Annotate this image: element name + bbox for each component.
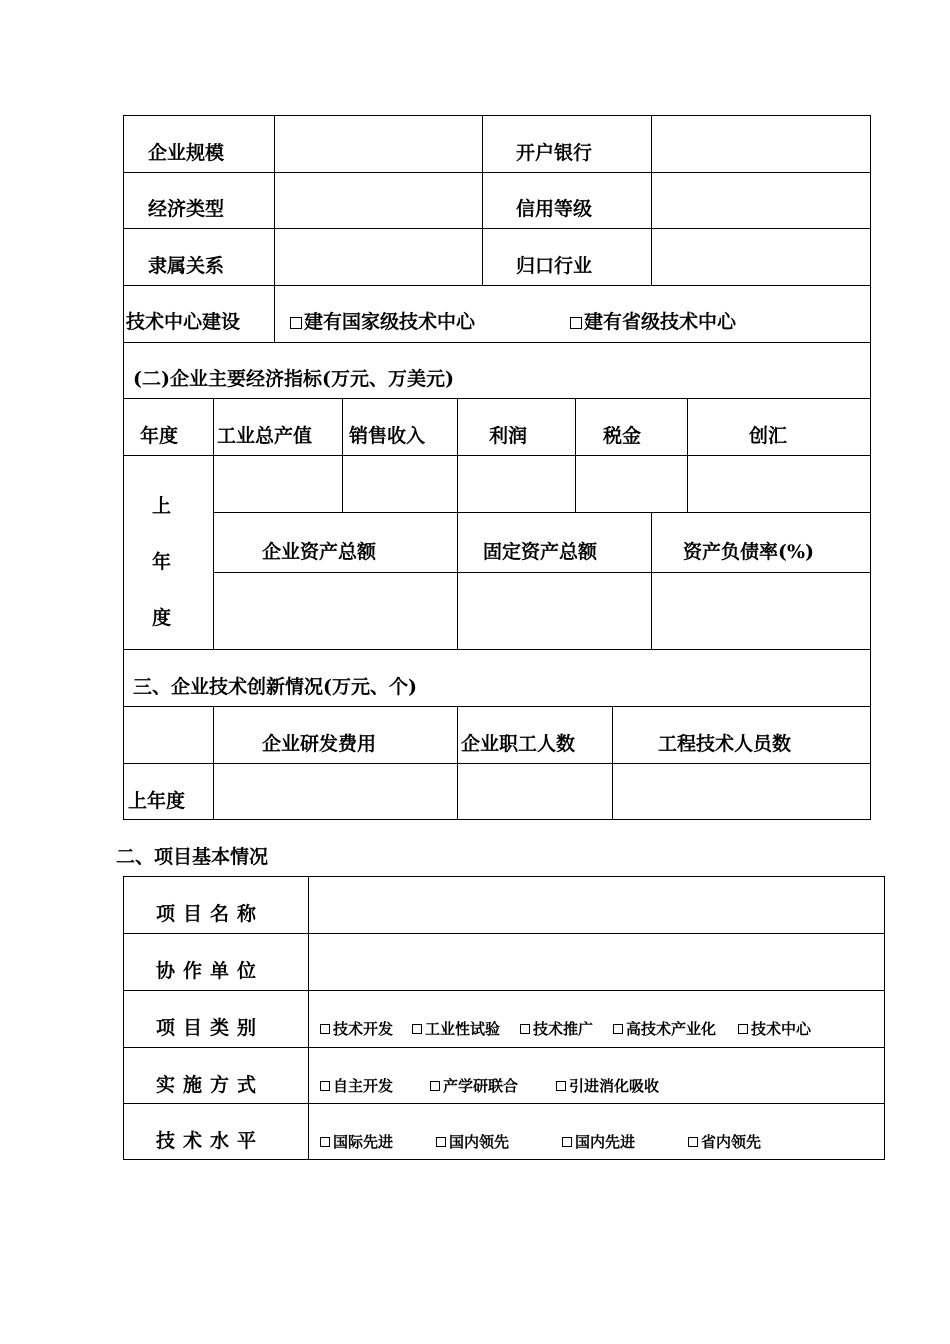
section-project-basic: 二、项目基本情况 (116, 846, 269, 868)
header-industrial-output: 工业总产值 (217, 425, 313, 447)
option-tech-promotion[interactable]: 技术推广 (520, 1019, 593, 1039)
checkbox-icon[interactable] (320, 1081, 330, 1091)
year-vertical-2: 年 (152, 551, 172, 573)
header-tax: 税金 (603, 425, 642, 447)
checkbox-icon[interactable] (412, 1024, 422, 1034)
checkbox-icon[interactable] (562, 1137, 572, 1147)
header-year: 年度 (140, 425, 179, 447)
header-employees: 企业职工人数 (461, 733, 576, 755)
checkbox-icon[interactable] (688, 1137, 698, 1147)
label-project-name: 项目名称 (156, 903, 265, 925)
header-debt-ratio: 资产负债率(%) (683, 541, 815, 563)
checkbox-icon[interactable] (738, 1024, 748, 1034)
label-tech-level: 技术水平 (156, 1130, 265, 1152)
label-enterprise-scale: 企业规模 (148, 142, 225, 164)
header-profit: 利润 (489, 425, 528, 447)
header-forex: 创汇 (749, 425, 788, 447)
checkbox-icon[interactable] (290, 317, 302, 329)
year-vertical-1: 上 (152, 495, 172, 517)
label-industry: 归口行业 (516, 255, 593, 277)
header-rd-expense: 企业研发费用 (262, 733, 377, 755)
label-project-category: 项目类别 (156, 1017, 265, 1039)
section-tech-innovation: 三、企业技术创新情况(万元、个) (133, 676, 417, 698)
label-last-year: 上年度 (128, 790, 186, 812)
option-provincial-leading[interactable]: 省内领先 (688, 1132, 761, 1152)
header-sales: 销售收入 (349, 425, 426, 447)
checkbox-icon[interactable] (520, 1024, 530, 1034)
label-partner: 协作单位 (156, 960, 265, 982)
year-vertical-3: 度 (152, 607, 172, 629)
option-import-absorb[interactable]: 引进消化吸收 (556, 1076, 659, 1096)
option-provincial-center[interactable]: 建有省级技术中心 (570, 310, 736, 334)
label-economic-type: 经济类型 (148, 198, 225, 220)
option-industrial-trial[interactable]: 工业性试验 (412, 1019, 500, 1039)
header-total-assets: 企业资产总额 (262, 541, 377, 563)
section-economic-indicators: (二)企业主要经济指标(万元、万美元) (133, 368, 454, 390)
option-self-dev[interactable]: 自主开发 (320, 1076, 393, 1096)
option-intl-advanced[interactable]: 国际先进 (320, 1132, 393, 1152)
option-national-center[interactable]: 建有国家级技术中心 (290, 310, 475, 334)
checkbox-icon[interactable] (556, 1081, 566, 1091)
option-tech-center[interactable]: 技术中心 (738, 1019, 811, 1039)
option-tech-dev[interactable]: 技术开发 (320, 1019, 393, 1039)
label-credit-rating: 信用等级 (516, 198, 593, 220)
option-hitech-industrialization[interactable]: 高技术产业化 (613, 1019, 716, 1039)
checkbox-icon[interactable] (320, 1024, 330, 1034)
label-implementation: 实施方式 (156, 1074, 265, 1096)
header-engineers: 工程技术人员数 (658, 733, 792, 755)
checkbox-icon[interactable] (320, 1137, 330, 1147)
checkbox-icon[interactable] (613, 1024, 623, 1034)
header-fixed-assets: 固定资产总额 (483, 541, 598, 563)
option-domestic-leading[interactable]: 国内领先 (436, 1132, 509, 1152)
checkbox-icon[interactable] (436, 1137, 446, 1147)
label-affiliation: 隶属关系 (148, 255, 225, 277)
checkbox-icon[interactable] (570, 317, 582, 329)
option-industry-univ[interactable]: 产学研联合 (430, 1076, 518, 1096)
label-bank: 开户银行 (516, 142, 593, 164)
checkbox-icon[interactable] (430, 1081, 440, 1091)
option-domestic-advanced[interactable]: 国内先进 (562, 1132, 635, 1152)
label-tech-center: 技术中心建设 (126, 311, 241, 333)
